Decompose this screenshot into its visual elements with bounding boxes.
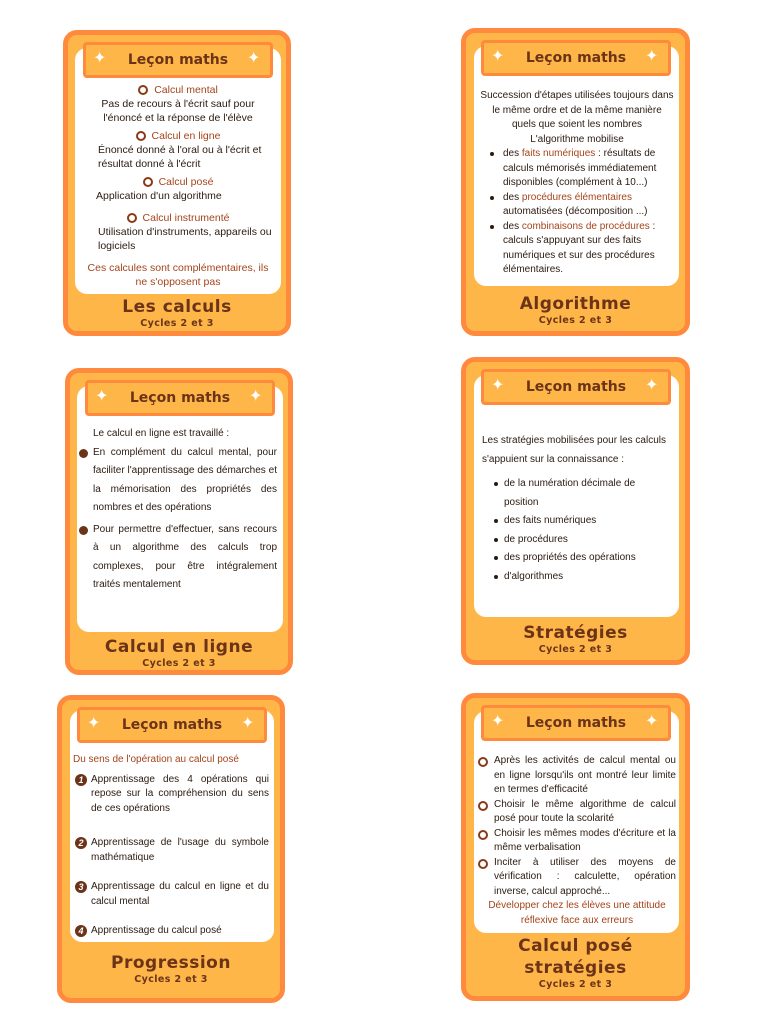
sparkle-icon: ✦ xyxy=(249,388,263,405)
card-strategies xyxy=(461,357,690,665)
card-body xyxy=(73,753,269,939)
banner xyxy=(481,705,671,741)
sparkle-icon: ✦ xyxy=(645,377,659,394)
list-item: 4 Apprentissage du calcul posé xyxy=(73,924,269,939)
banner xyxy=(83,42,273,78)
sparkle-icon: ✦ xyxy=(491,48,505,65)
list-item: Choisir les mêmes modes d'écriture et la même verbalisation xyxy=(478,827,676,856)
card-body xyxy=(79,425,277,595)
number-icon: 2 xyxy=(75,837,87,849)
bullet-icon xyxy=(138,85,148,95)
card-title-line2: stratégies xyxy=(524,958,627,978)
bullet-icon xyxy=(478,830,488,840)
banner-label: Leçon maths xyxy=(127,52,229,68)
sparkle-icon: ✦ xyxy=(241,715,255,732)
banner xyxy=(85,380,275,416)
banner xyxy=(481,369,671,405)
bullet-icon xyxy=(494,482,498,486)
intro: Succession d'étapes utilisées toujours dans le même ordre et de la même manière quels que soient les nombres xyxy=(480,90,674,130)
list-item: 1 Apprentissage des 4 opérations qui repose sur la compréhension du sens de ces opérations xyxy=(73,773,269,817)
note: Ces calcules sont complémentaires, ils ne s'opposent pas xyxy=(87,262,269,288)
card-algorithme xyxy=(461,28,690,336)
bullet-icon xyxy=(494,538,498,542)
text: Pas de recours à l'écrit sauf pour l'énoncé et la réponse de l'élève xyxy=(101,98,255,124)
banner xyxy=(481,40,671,76)
list-item: des faits numériques xyxy=(482,512,672,531)
list-item: de procédures xyxy=(482,531,672,550)
sparkle-icon: ✦ xyxy=(491,377,505,394)
lead: L'algorithme mobilise xyxy=(530,133,624,145)
card-body xyxy=(482,432,672,586)
note: Développer chez les élèves une attitude réflexive face aux erreurs xyxy=(488,900,666,926)
number-icon: 3 xyxy=(75,881,87,893)
text: Utilisation d'instruments, appareils ou logiciels xyxy=(98,226,272,252)
bullet-icon xyxy=(127,213,137,223)
card-progression xyxy=(57,695,285,1003)
list-item: des combinaisons de procédures : calculs s'appuyant sur des faits numériques et sur des procédures élémentaires. xyxy=(479,220,675,278)
list-item: Pour permettre d'effectuer, sans recours à un algorithme des calculs trop complexes, pour être intégralement traités mentalement xyxy=(79,521,277,595)
bullet-icon xyxy=(478,801,488,811)
list-item: des propriétés des opérations xyxy=(482,549,672,568)
list-item: Choisir le même algorithme de calcul posé pour toute la scolarité xyxy=(478,798,676,827)
card-subtitle: Cycles 2 et 3 xyxy=(538,315,613,326)
list-item: 3 Apprentissage du calcul en ligne et du calcul mental xyxy=(73,880,269,909)
bullet-icon xyxy=(478,757,488,767)
card-subtitle: Cycles 2 et 3 xyxy=(538,979,613,990)
sparkle-icon: ✦ xyxy=(95,388,109,405)
card-calcul-en-ligne xyxy=(65,368,293,675)
heading-calcul-instrumente: Calcul instrumenté xyxy=(142,212,230,224)
card-calcul-pose xyxy=(461,693,690,1001)
list-item: Après les activités de calcul mental ou en ligne lorsqu'ils ont montré leur limite en termes d'efficacité xyxy=(478,754,676,798)
list-item: Inciter à utiliser des moyens de vérification : calculette, opération inverse, calcul approché... xyxy=(478,856,676,900)
card-subtitle: Cycles 2 et 3 xyxy=(134,974,208,985)
banner xyxy=(77,707,267,743)
strategies-list xyxy=(482,475,672,586)
heading-calcul-pose: Calcul posé xyxy=(158,176,214,188)
list-item: d'algorithmes xyxy=(482,568,672,587)
number-icon: 4 xyxy=(75,925,87,937)
card-title: Algorithme xyxy=(519,294,632,314)
heading-calcul-mental: Calcul mental xyxy=(154,84,218,96)
sparkle-icon: ✦ xyxy=(645,48,659,65)
sparkle-icon: ✦ xyxy=(247,50,261,67)
banner-label: Leçon maths xyxy=(129,390,231,406)
heading: Du sens de l'opération au calcul posé xyxy=(73,754,239,765)
text: Énoncé donné à l'oral ou à l'écrit et résultat donné à l'écrit xyxy=(98,144,262,170)
banner-label: Leçon maths xyxy=(525,715,627,731)
bullet-icon xyxy=(490,196,494,200)
banner-label: Leçon maths xyxy=(121,717,223,733)
list-item: des procédures élémentaires automatisées (décomposition ...) xyxy=(479,191,675,220)
card-title: Progression xyxy=(111,953,231,973)
heading-calcul-en-ligne: Calcul en ligne xyxy=(151,130,221,142)
bullet-icon xyxy=(494,519,498,523)
list-item: des faits numériques : résultats de calculs mémorisés immédiatement disponibles (complément à 10...) xyxy=(479,147,675,191)
list-item: 2 Apprentissage de l'usage du symbole mathématique xyxy=(73,836,269,865)
list-item: de la numération décimale de position xyxy=(482,475,672,512)
sparkle-icon: ✦ xyxy=(645,713,659,730)
card-subtitle: Cycles 2 et 3 xyxy=(140,318,214,329)
card-title: Calcul en ligne xyxy=(104,637,254,657)
bullet-icon xyxy=(490,225,494,229)
card-subtitle: Cycles 2 et 3 xyxy=(142,658,216,669)
sparkle-icon: ✦ xyxy=(87,715,101,732)
sparkle-icon: ✦ xyxy=(93,50,107,67)
bullet-icon xyxy=(79,449,88,458)
card-les-calculs xyxy=(63,30,291,336)
bullet-icon xyxy=(136,131,146,141)
bullet-icon xyxy=(494,575,498,579)
intro: Les stratégies mobilisées pour les calculs s'appuient sur la connaissance : xyxy=(482,435,666,465)
banner-label: Leçon maths xyxy=(525,50,627,66)
bullet-icon xyxy=(79,526,88,535)
sparkle-icon: ✦ xyxy=(491,713,505,730)
card-subtitle: Cycles 2 et 3 xyxy=(538,644,613,655)
bullet-icon xyxy=(143,177,153,187)
card-body xyxy=(478,754,676,928)
bullet-icon xyxy=(490,152,494,156)
card-body xyxy=(78,83,278,289)
text: Application d'un algorithme xyxy=(96,190,222,202)
number-icon: 1 xyxy=(75,774,87,786)
intro: Le calcul en ligne est travaillé : xyxy=(93,428,230,439)
card-title: Les calculs xyxy=(122,297,232,317)
bullet-icon xyxy=(494,556,498,560)
bullet-icon xyxy=(478,859,488,869)
card-title: Calcul posé xyxy=(518,936,633,956)
list-item: En complément du calcul mental, pour faciliter l'apprentissage des démarches et la mémorisation des propriétés des nombres et des opérations xyxy=(79,444,277,518)
card-body xyxy=(479,89,675,278)
card-title: Stratégies xyxy=(523,623,628,643)
banner-label: Leçon maths xyxy=(525,379,627,395)
